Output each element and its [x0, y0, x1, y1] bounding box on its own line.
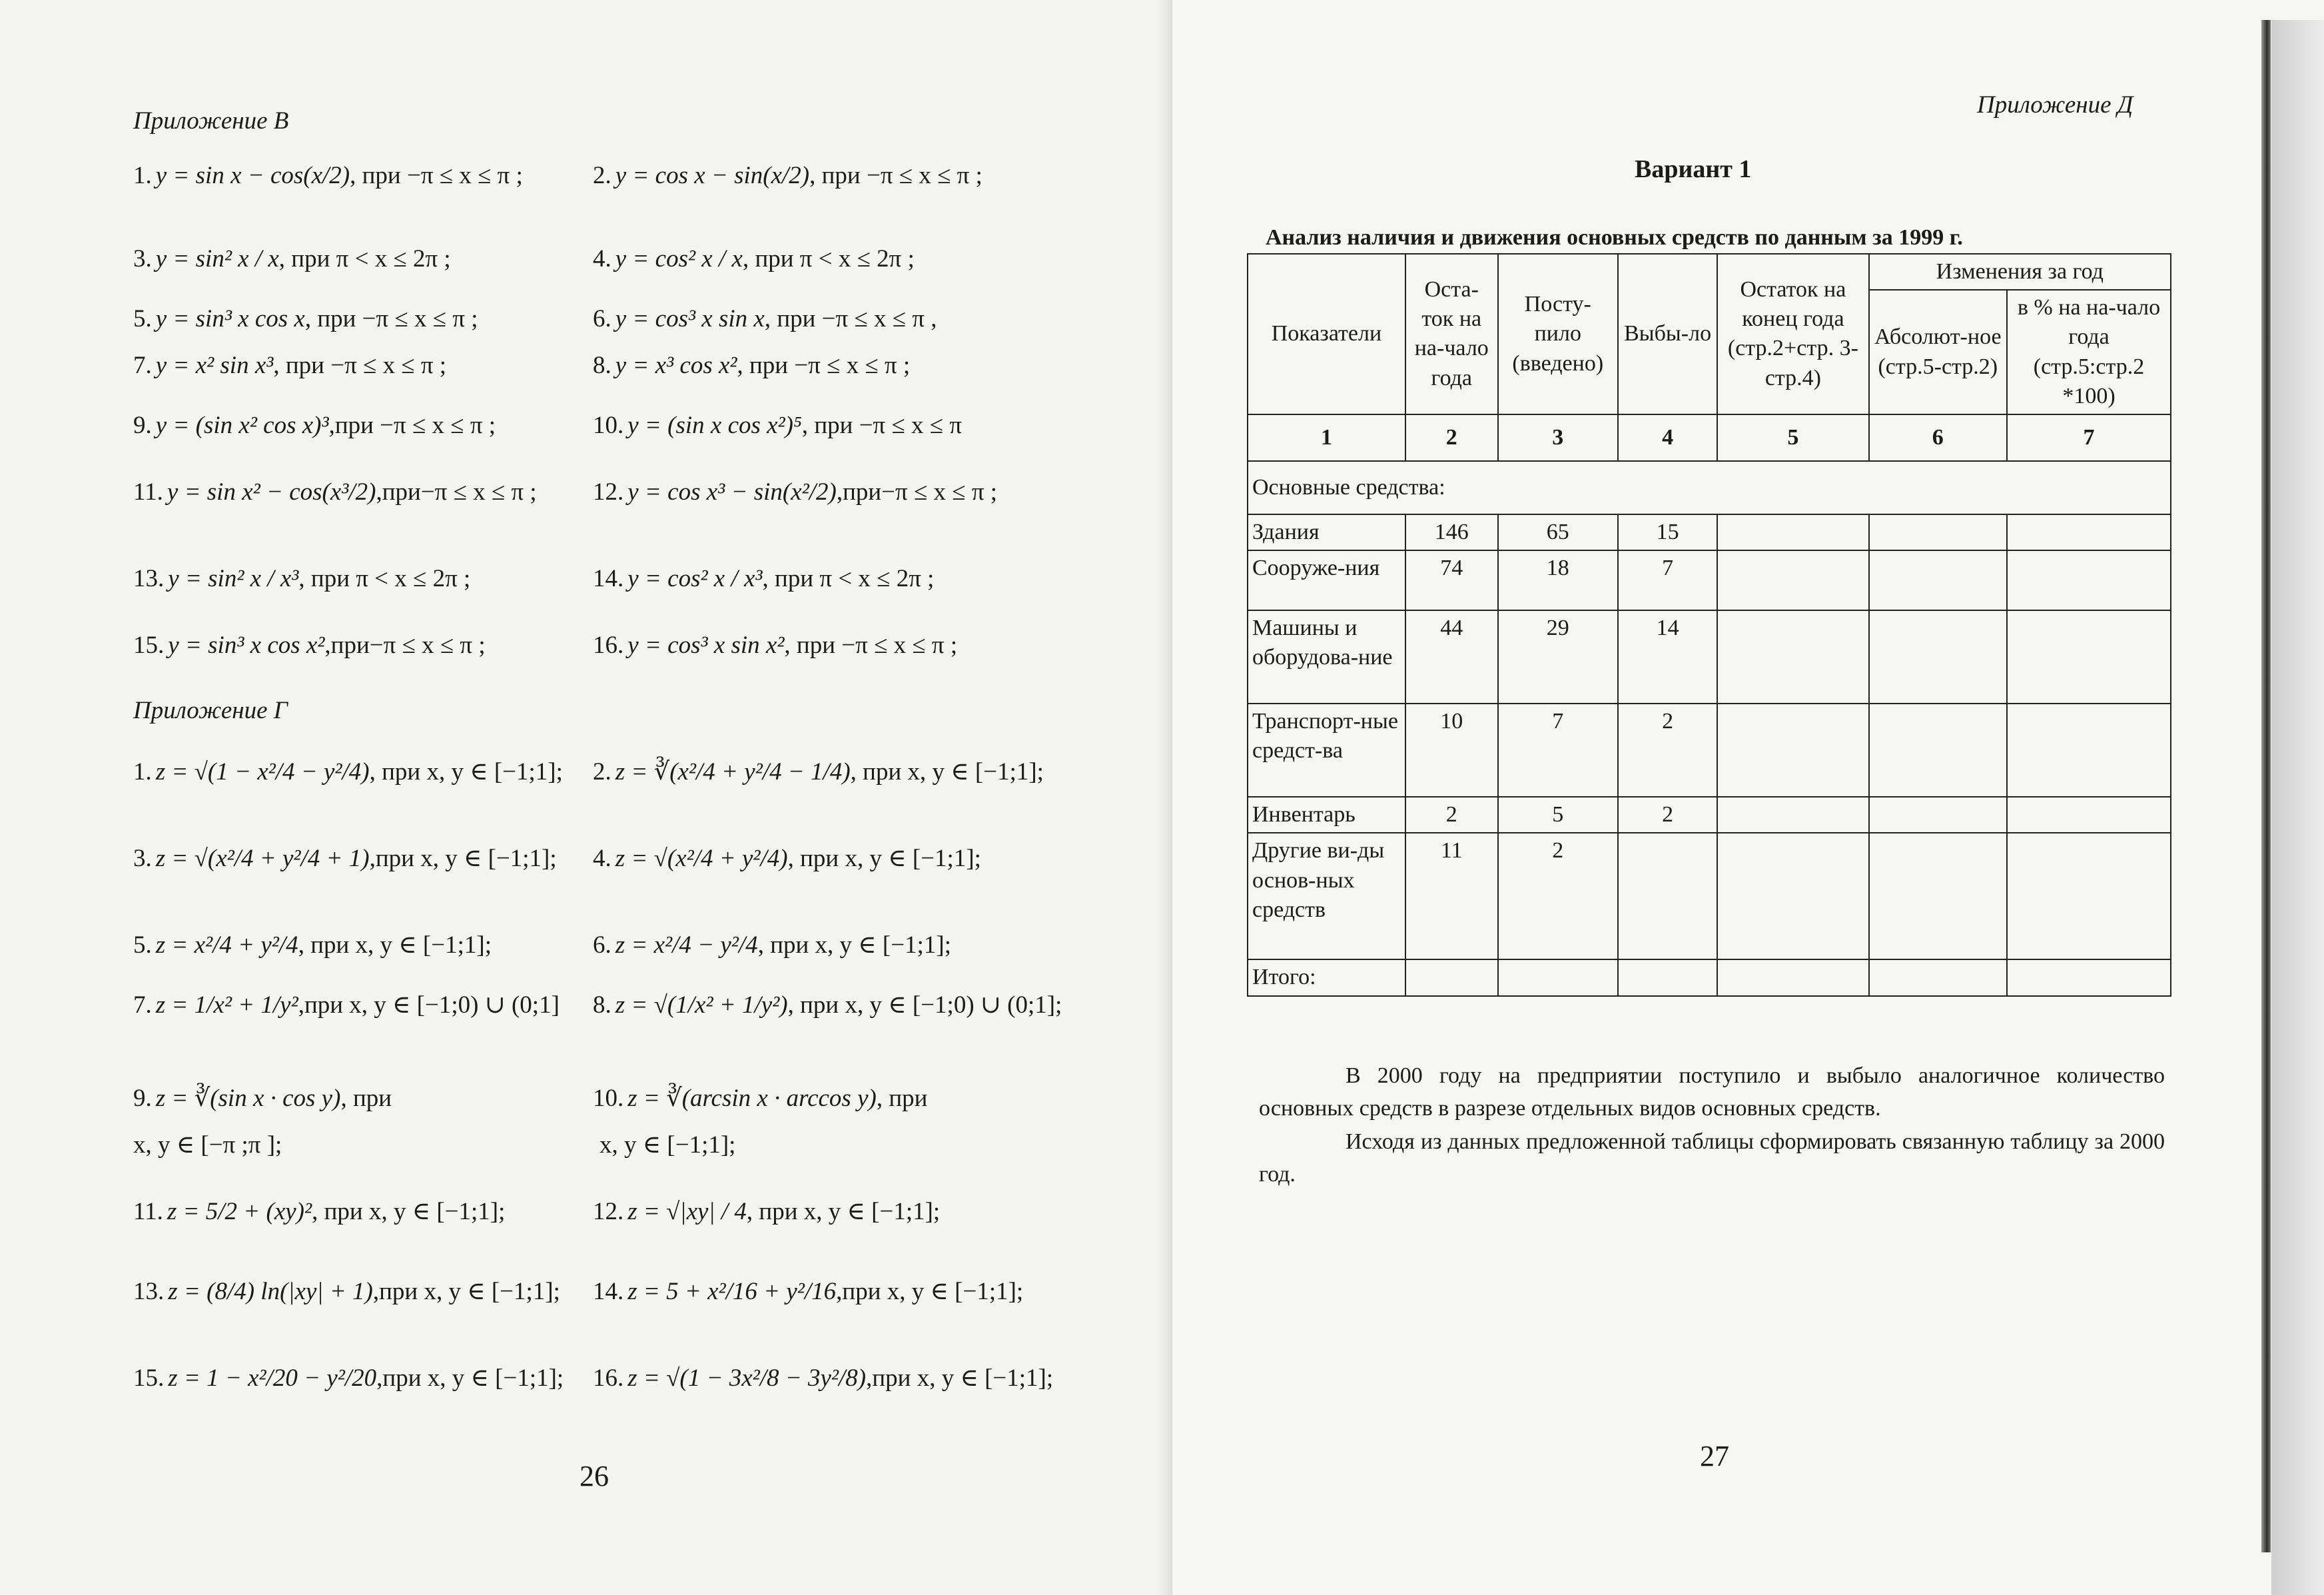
formula-expression: z = √(x²/4 + y²/4) — [615, 845, 788, 872]
formula-expression: y = sin³ x cos x² — [168, 632, 325, 659]
formula-item — [593, 247, 915, 271]
start-value: 2 — [1405, 797, 1498, 833]
received-value: 7 — [1498, 704, 1618, 797]
formula-expression: z = √|xy| / 4 — [627, 1198, 747, 1225]
asset-rows — [1248, 514, 2171, 959]
table-row — [1248, 704, 2171, 797]
formula-number: 1. — [133, 758, 152, 786]
formula-number: 5. — [133, 931, 152, 959]
table-cell — [1869, 514, 2007, 550]
formula-item — [593, 353, 910, 378]
retired-value: 15 — [1618, 514, 1717, 550]
formula-condition: , при x, y ∈ [−1;1]; — [746, 1198, 941, 1225]
formula-number: 9. — [133, 1085, 152, 1112]
formula-expression: y = cos² x / x³ — [627, 565, 763, 592]
formula-expression: y = x³ cos x² — [615, 352, 737, 379]
formula-condition: , при −π ≤ x ≤ π , — [764, 305, 937, 332]
page-number-right: 27 — [1700, 1440, 1729, 1472]
formula-item — [593, 1279, 1023, 1304]
formula-number: 10. — [593, 1085, 624, 1112]
formula-condition: , при π < x ≤ 2π ; — [762, 565, 935, 592]
row-label: Другие ви-ды основ-ных средств — [1248, 833, 1405, 959]
received-value: 65 — [1498, 514, 1618, 550]
formula-item — [133, 1086, 392, 1111]
formula-condition: ,при x, y ∈ [−1;1]; — [376, 1364, 564, 1392]
appendix-v-title: Приложение В — [133, 107, 289, 135]
formula-number: 8. — [593, 352, 611, 379]
formula-condition: ,при−π ≤ x ≤ π ; — [376, 478, 537, 506]
formula-condition: , при x, y ∈ [−1;1]; — [312, 1198, 506, 1225]
table-cell — [1717, 797, 1868, 833]
start-value: 11 — [1405, 833, 1498, 959]
table-row — [1248, 833, 2171, 959]
header-indicators: Показатели — [1248, 254, 1405, 414]
task-text — [1259, 1059, 2165, 1191]
formula-number: 16. — [593, 632, 624, 659]
formula-item — [133, 306, 478, 331]
header-retired: Выбы-ло — [1618, 254, 1717, 414]
col-number: 7 — [2007, 414, 2171, 461]
formula-number: 14. — [593, 1278, 624, 1305]
formula-condition: ,при x, y ∈ [−1;1]; — [369, 845, 557, 872]
table-cell — [2007, 797, 2171, 833]
formula-condition: , при x, y ∈ [−1;1]; — [757, 931, 951, 959]
table-cell — [1717, 704, 1868, 797]
formula-number: 3. — [133, 245, 152, 272]
formula-item — [133, 846, 557, 871]
header-received: Посту-пило (введено) — [1498, 254, 1618, 414]
formula-condition: ,при −π ≤ x ≤ π ; — [328, 412, 496, 439]
table-cell — [1869, 797, 2007, 833]
formula-expression: z = ∛(sin x · cos y) — [155, 1085, 341, 1112]
section-label: Основные средства: — [1248, 461, 2171, 514]
header-row — [1248, 254, 2171, 290]
formula-expression: y = sin² x / x — [155, 245, 279, 272]
formula-expression: z = √(1/x² + 1/y²) — [615, 991, 788, 1019]
table-cell — [1717, 833, 1868, 959]
formula-condition: , при x, y ∈ [−1;1]; — [298, 931, 492, 959]
table-cell — [1869, 833, 2007, 959]
table-cell — [1869, 550, 2007, 610]
header-absolute: Абсолют-ное (стр.5-стр.2) — [1869, 290, 2007, 414]
formula-number: 11. — [133, 478, 163, 506]
formula-condition: , при −π ≤ x ≤ π ; — [273, 352, 447, 379]
formula-item — [593, 633, 957, 658]
start-value: 44 — [1405, 610, 1498, 704]
received-value: 5 — [1498, 797, 1618, 833]
start-value: 74 — [1405, 550, 1498, 610]
formula-condition: , при π < x ≤ 2π ; — [278, 245, 451, 272]
page-number-left: 26 — [580, 1460, 609, 1492]
row-label: Транспорт-ные средст-ва — [1248, 704, 1405, 797]
formula-expression: z = 5/2 + (xy)² — [167, 1198, 312, 1225]
variant-title: Вариант 1 — [1635, 155, 1752, 183]
formula-condition: , при −π ≤ x ≤ π — [801, 412, 963, 439]
appendix-d-title: Приложение Д — [1977, 91, 2133, 119]
col-number: 3 — [1498, 414, 1618, 461]
table-cell — [1618, 959, 1717, 995]
formula-number: 2. — [593, 162, 611, 189]
formula-number: 14. — [593, 565, 624, 592]
formula-item — [133, 1366, 564, 1390]
formula-number: 16. — [593, 1364, 624, 1392]
formula-number: 12. — [593, 478, 624, 506]
formula-number: 8. — [593, 991, 611, 1019]
formula-item — [593, 1366, 1053, 1390]
received-value: 2 — [1498, 833, 1618, 959]
formula-expression: y = (sin x cos x²)⁵ — [627, 412, 802, 439]
formula-expression: z = x²/4 − y²/4 — [615, 931, 758, 959]
table-cell — [2007, 550, 2171, 610]
formula-item — [593, 480, 997, 504]
formula-expression: y = cos x − sin(x/2) — [615, 162, 810, 189]
formula-number: 9. — [133, 412, 152, 439]
formula-item — [593, 306, 937, 331]
formula-condition: , при x, y ∈ [−1;1]; — [369, 758, 563, 786]
formula-condition: , при −π ≤ x ≤ π ; — [737, 352, 911, 379]
formula-expression: y = sin x − cos(x/2) — [155, 162, 350, 189]
formula-expression: z = √(1 − x²/4 − y²/4) — [155, 758, 370, 786]
formula-number: 6. — [593, 931, 611, 959]
formula-number: 12. — [593, 1198, 624, 1225]
header-end: Остаток на конец года (стр.2+стр. 3-стр.4) — [1717, 254, 1868, 414]
formula-expression: y = cos³ x sin x — [615, 305, 765, 332]
row-label: Инвентарь — [1248, 797, 1405, 833]
formula-item — [133, 1199, 505, 1224]
page-edge — [2271, 20, 2324, 1595]
retired-value: 7 — [1618, 550, 1717, 610]
formula-number: 7. — [133, 352, 152, 379]
formula-expression: y = sin² x / x³ — [168, 565, 299, 592]
formula-condition: ,при x, y ∈ [−1;0) ∪ (0;1] — [298, 991, 560, 1019]
table-cell — [2007, 610, 2171, 704]
paragraph-1: В 2000 году на предприятии поступило и выбыло аналогичное количество основных средств в разрезе отдельных видов основных средств. — [1259, 1063, 2165, 1121]
table-row — [1248, 550, 2171, 610]
formula-item — [593, 846, 981, 871]
formula-number: 15. — [133, 1364, 165, 1392]
formula-item — [593, 993, 1062, 1017]
formula-condition: , при −π ≤ x ≤ π ; — [809, 162, 982, 189]
formula-expression: z = √(1 − 3x²/8 − 3y²/8) — [627, 1364, 867, 1392]
table-cell — [1717, 514, 1868, 550]
header-start: Оста-ток на на-чало года — [1405, 254, 1498, 414]
formula-item — [133, 163, 523, 188]
section-row — [1248, 461, 2171, 514]
formula-expression: z = (8/4) ln(|xy| + 1) — [168, 1278, 373, 1305]
col-number: 4 — [1618, 414, 1717, 461]
table-cell — [1717, 550, 1868, 610]
formula-expression: y = (sin x² cos x)³ — [155, 412, 329, 439]
total-label: Итого: — [1248, 959, 1405, 995]
formula-item — [133, 1279, 560, 1304]
header-percent: в % на на-чало года (стр.5:стр.2 *100) — [2007, 290, 2171, 414]
formula-number: 11. — [133, 1198, 163, 1225]
table-cell — [1869, 959, 2007, 995]
formula-condition: , при −π ≤ x ≤ π ; — [784, 632, 958, 659]
page-edge-shadow — [2261, 20, 2271, 1552]
formula-number: 13. — [133, 1278, 165, 1305]
table-row — [1248, 797, 2171, 833]
assets-table — [1247, 253, 2171, 997]
formula-condition: , при x, y ∈ [−1;0) ∪ (0;1]; — [787, 991, 1062, 1019]
formula-condition: , при π < x ≤ 2π ; — [298, 565, 471, 592]
formula-expression: z = x²/4 + y²/4 — [155, 931, 298, 959]
table-cell — [1498, 959, 1618, 995]
formula-item — [593, 760, 1044, 784]
appendix-g-title: Приложение Г — [133, 697, 288, 724]
header-changes: Изменения за год — [1869, 254, 2171, 290]
formula-item — [133, 353, 446, 378]
formula-condition: ,при−π ≤ x ≤ π ; — [836, 478, 998, 506]
paragraph-2: Исходя из данных предложенной таблицы сформировать связанную таблицу за 2000 год. — [1259, 1129, 2165, 1187]
formula-item — [593, 163, 982, 188]
formula-number: 4. — [593, 845, 611, 872]
formula-condition: ,при x, y ∈ [−1;1]; — [866, 1364, 1054, 1392]
formula-condition: , при x, y ∈ [−1;1]; — [787, 845, 981, 872]
retired-value: 2 — [1618, 797, 1717, 833]
formula-expression: z = √(x²/4 + y²/4 + 1) — [155, 845, 370, 872]
formula-item — [133, 933, 492, 957]
formula-condition: , при −π ≤ x ≤ π ; — [304, 305, 478, 332]
formula-item — [133, 413, 496, 438]
formula-expression: y = sin x² − cos(x³/2) — [167, 478, 376, 506]
formula-item — [593, 933, 951, 957]
formula-expression: y = x² sin x³ — [155, 352, 274, 379]
formula-expression: y = cos³ x sin x² — [627, 632, 785, 659]
formula-expression: y = sin³ x cos x — [155, 305, 305, 332]
formula-condition: , при π < x ≤ 2π ; — [742, 245, 915, 272]
formula-condition: ,при x, y ∈ [−1;1]; — [372, 1278, 560, 1305]
col-number: 1 — [1248, 414, 1405, 461]
table-cell — [1717, 610, 1868, 704]
formula-number: 7. — [133, 991, 152, 1019]
table-cell — [1869, 610, 2007, 704]
formula-item — [133, 633, 486, 658]
formula-number: 2. — [593, 758, 611, 786]
table-cell — [2007, 833, 2171, 959]
retired-value — [1618, 833, 1717, 959]
table-caption: Анализ наличия и движения основных средств по данным за 1999 г. — [1266, 225, 1963, 250]
received-value: 18 — [1498, 550, 1618, 610]
col-number: 5 — [1717, 414, 1868, 461]
formula-item — [133, 247, 451, 271]
row-label: Сооруже-ния — [1248, 550, 1405, 610]
table-cell — [2007, 514, 2171, 550]
formula-number: 1. — [133, 162, 152, 189]
formula-expression: z = 5 + x²/16 + y²/16 — [627, 1278, 837, 1305]
formula-condition: ,при−π ≤ x ≤ π ; — [324, 632, 486, 659]
start-value: 10 — [1405, 704, 1498, 797]
table-cell — [2007, 704, 2171, 797]
formula-expression: z = ∛(arcsin x · arccos y) — [627, 1085, 877, 1112]
formula-number: 5. — [133, 305, 152, 332]
formula-condition: ,при x, y ∈ [−1;1]; — [836, 1278, 1024, 1305]
table-cell — [1717, 959, 1868, 995]
formula-item — [133, 480, 537, 504]
table-cell — [1869, 704, 2007, 797]
formula-item — [593, 566, 934, 591]
formula-expression: y = cos x³ − sin(x²/2) — [627, 478, 837, 506]
retired-value: 14 — [1618, 610, 1717, 704]
received-value: 29 — [1498, 610, 1618, 704]
formula-item — [133, 566, 470, 591]
formula-number: 6. — [593, 305, 611, 332]
formula-expression: z = 1/x² + 1/y² — [155, 991, 298, 1019]
table-row — [1248, 514, 2171, 550]
formula-condition: , при x, y ∈ [−1;1]; — [850, 758, 1044, 786]
row-label: Здания — [1248, 514, 1405, 550]
total-row — [1248, 959, 2171, 995]
formula-item — [133, 993, 560, 1017]
formula-number: 13. — [133, 565, 165, 592]
row-label: Машины и оборудова-ние — [1248, 610, 1405, 704]
formula-number: 4. — [593, 245, 611, 272]
formula-number: 3. — [133, 845, 152, 872]
table-cell — [1405, 959, 1498, 995]
g9-domain: x, y ∈ [−π ;π ]; — [133, 1131, 282, 1159]
formula-condition: , при — [340, 1085, 392, 1112]
formula-expression: z = ∛(x²/4 + y²/4 − 1/4) — [615, 758, 851, 786]
g10-domain: x, y ∈ [−1;1]; — [599, 1131, 736, 1159]
formula-condition: , при −π ≤ x ≤ π ; — [350, 162, 523, 189]
retired-value: 2 — [1618, 704, 1717, 797]
formula-expression: z = 1 − x²/20 − y²/20 — [168, 1364, 377, 1392]
column-numbers-row — [1248, 414, 2171, 461]
formula-number: 10. — [593, 412, 624, 439]
table-cell — [2007, 959, 2171, 995]
table-row — [1248, 610, 2171, 704]
formula-item — [133, 760, 563, 784]
formula-expression: y = cos² x / x — [615, 245, 743, 272]
formula-condition: , при — [876, 1085, 928, 1112]
formula-item — [593, 1199, 940, 1224]
col-number: 6 — [1869, 414, 2007, 461]
formula-item — [593, 1086, 927, 1111]
start-value: 146 — [1405, 514, 1498, 550]
col-number: 2 — [1405, 414, 1498, 461]
formula-item — [593, 413, 962, 438]
formula-number: 15. — [133, 632, 165, 659]
